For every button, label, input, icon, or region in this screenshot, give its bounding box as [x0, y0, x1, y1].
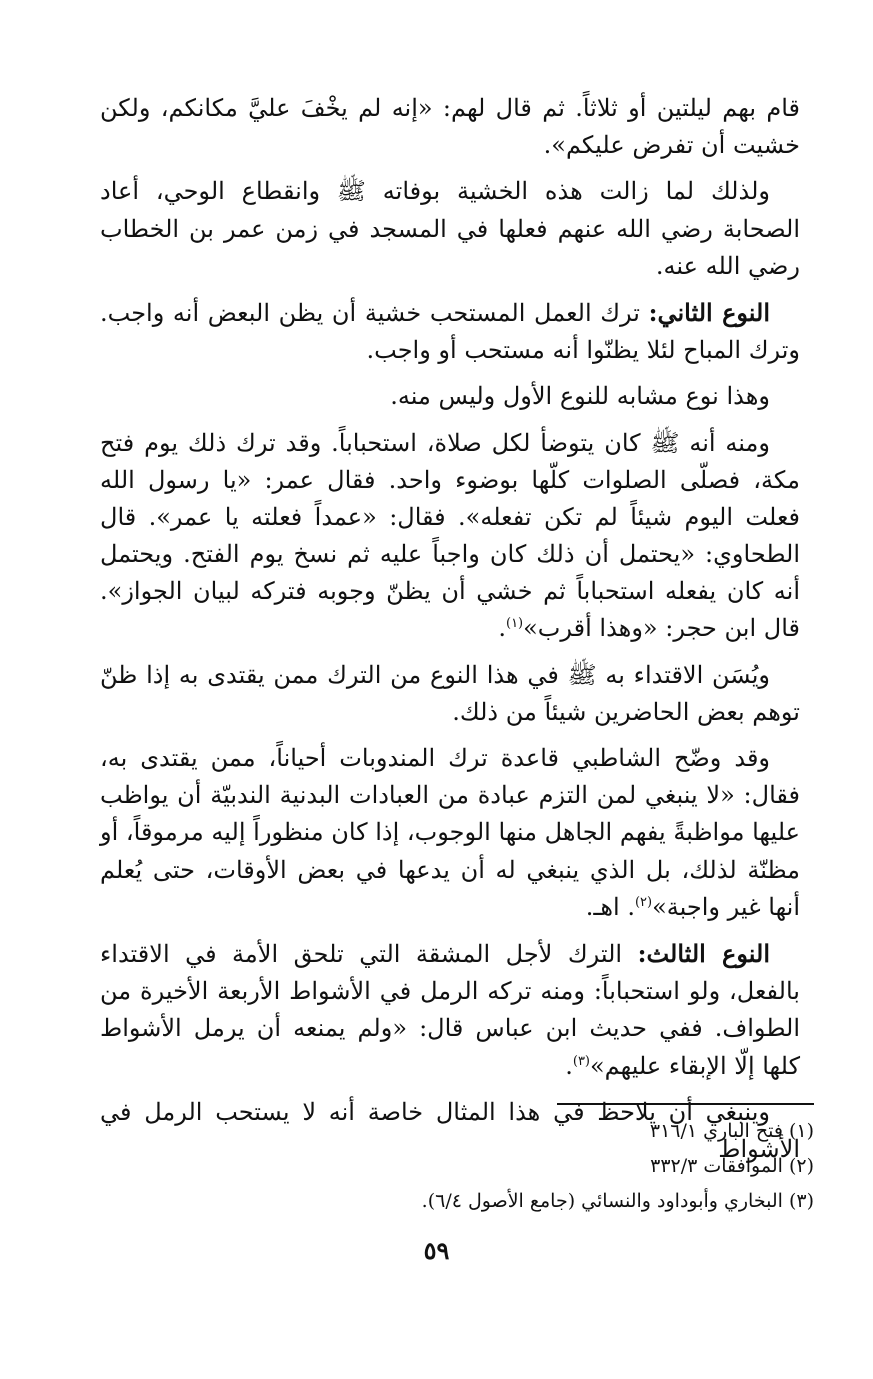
paragraph-5-text: ومنه أنه ﷺ كان يتوضأ لكل صلاة، استحباباً. وقد ترك ذلك يوم فتح مكة، فصلّى الصلوات كلّها بوضوء واحد. فقال عمر: «يا رسول الله فعلت اليوم شيئاً لم تكن تفعله». فقال: «عمداً فعلته يا عمر». قال الطحاوي: «يحتمل أن ذلك كان واجباً عليه ثم نسخ يوم الفتح. ويحتمل أنه كان يفعله استحباباً ثم خشي أن يظنّ وجوبه فتركه لبيان الجواز». قال ابن حجر: «وهذا أقرب» [100, 428, 800, 643]
footnote-2: (٢) الموافقات ٣٣٢/٣ [650, 1155, 814, 1178]
paragraph-5-end: . [498, 614, 506, 643]
section-heading-type-2: النوع الثاني: [648, 297, 771, 327]
section-heading-type-3: النوع الثالث: [637, 938, 770, 968]
paragraph-8-text: الترك لأجل المشقة التي تلحق الأمة في الاقتداء بالفعل، ولو استحباباً: ومنه تركه الرمل في الأشواط الأربعة الأخيرة من الطواف. ففي حديث ابن عباس قال: «ولم يمنعه أن يرمل الأشواط كلها إلّا الإبقاء عليهم» [100, 939, 800, 1080]
paragraph-6: ويُسَن الاقتداء به ﷺ في هذا النوع من الترك ممن يقتدى به إذا ظنّ توهم بعض الحاضرين شيئاً من ذلك. [100, 660, 800, 726]
paragraph-7 [100, 740, 800, 926]
footnote-3: (٣) البخاري وأبوداود والنسائي (جامع الأصول ٦/٤). [421, 1190, 814, 1213]
paragraph-7-end: . اهـ. [585, 892, 635, 921]
paragraph-1: قام بهم ليلتين أو ثلاثاً. ثم قال لهم: «إنه لم يخْفَ عليَّ مكانكم، ولكن خشيت أن تفرض عليكم». [100, 94, 800, 160]
footnote-ref-1: (١) [505, 616, 524, 632]
paragraph-9: وينبغي أن يلاحظ في هذا المثال خاصة أنه لا يستحب الرمل في الأشواط [100, 1097, 800, 1163]
paragraph-4: وهذا نوع مشابه للنوع الأول وليس منه. [390, 382, 770, 411]
paragraph-3-text: ترك العمل المستحب خشية أن يظن البعض أنه واجب. وترك المباح لئلا يظنّوا أنه مستحب أو واجب. [100, 298, 800, 365]
paragraph-2: ولذلك لما زالت هذه الخشية بوفاته ﷺ وانقطاع الوحي، أعاد الصحابة رضي الله عنهم فعلها في المسجد في زمن عمر بن الخطاب رضي الله عنه. [100, 177, 800, 280]
paragraph-8-end: . [565, 1051, 573, 1080]
footnote-divider [557, 1103, 814, 1105]
paragraph-3 [100, 294, 800, 369]
page-number: ٥٩ [423, 1236, 450, 1265]
paragraph-5 [100, 425, 800, 648]
footnote-ref-3: (٣) [572, 1053, 590, 1069]
paragraph-8 [100, 935, 800, 1085]
footnote-ref-2: (٢) [634, 894, 653, 910]
footnotes [300, 1114, 814, 1219]
footnote-1: (١) فتح الباري ٣١٦/١ [649, 1120, 814, 1142]
paragraph-7-text: وقد وضّح الشاطبي قاعدة ترك المندوبات أحياناً، ممن يقتدى به، فقال: «لا ينبغي لمن التزم عبادة من العبادات البدنية الندبيّة أن يواظب عليها مواظبةً يفهم الجاهل منها الوجوب، إذا كان منظوراً إليه مرموقاً، أو مظنّة لذلك، بل الذي ينبغي له أن يدعها في بعض الأوقات، حتى يُعلم أنها غير واجبة» [100, 744, 801, 921]
page-body [100, 90, 800, 1177]
